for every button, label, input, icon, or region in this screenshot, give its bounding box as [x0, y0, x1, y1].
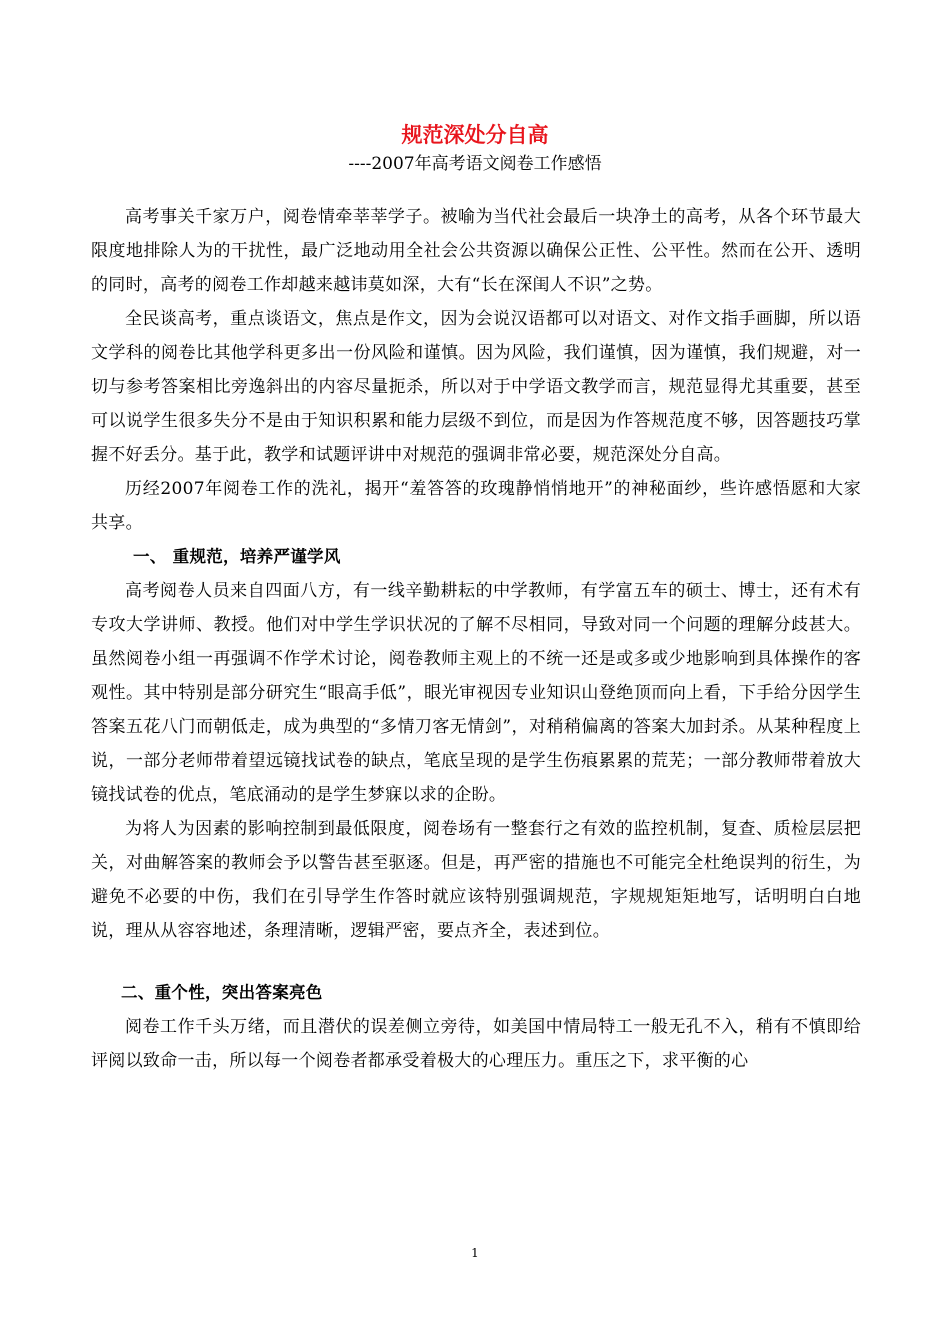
- document-body: [91, 200, 861, 1078]
- paragraph-intro-1: 高考事关千家万户，阅卷情牵莘莘学子。被喻为当代社会最后一块净土的高考，从各个环节最大限度地排除人为的干扰性，最广泛地动用全社会公共资源以确保公正性、公平性。然而在公开、透明的同时，高考的阅卷工作却越来越讳莫如深，大有“长在深闺人不识”之势。: [91, 207, 861, 295]
- section-heading-1: 一、 重规范，培养严谨学风: [133, 547, 341, 566]
- section-heading-2: 二、重个性，突出答案亮色: [121, 983, 323, 1002]
- paragraph-intro-3: 历经2007年阅卷工作的洗礼，揭开“羞答答的玫瑰静悄悄地开”的神秘面纱，些许感悟愿和大家共享。: [91, 479, 861, 533]
- section1-paragraph-2: 为将人为因素的影响控制到最低限度，阅卷场有一整套行之有效的监控机制，复查、质检层层把关，对曲解答案的教师会予以警告甚至驱逐。但是，再严密的措施也不可能完全杜绝误判的衍生，为避免不必要的中伤，我们在引导学生作答时就应该特别强调规范，字规规矩矩地写，话明明白白地说，理从从容容地述，条理清晰，逻辑严密，要点齐全，表述到位。: [91, 819, 861, 941]
- document-subtitle: ----2007年高考语文阅卷工作感悟: [348, 154, 602, 174]
- section1-paragraph-1: 高考阅卷人员来自四面八方，有一线辛勤耕耘的中学教师，有学富五车的硕士、博士，还有术有专攻大学讲师、教授。他们对中学生学识状况的了解不尽相同，导致对同一个问题的理解分歧甚大。虽然阅卷小组一再强调不作学术讨论，阅卷教师主观上的不统一还是或多或少地影响到具体操作的客观性。其中特别是部分研究生“眼高手低”，眼光审视因专业知识山登绝顶而向上看，下手给分因学生答案五花八门而朝低走，成为典型的“多情刀客无情剑”，对稍稍偏离的答案大加封杀。从某种程度上说，一部分老师带着望远镜找试卷的缺点，笔底呈现的是学生伤痕累累的荒芜；一部分教师带着放大镜找试卷的优点，笔底涌动的是学生梦寐以求的企盼。: [91, 581, 861, 805]
- page-number: 1: [471, 1246, 479, 1260]
- paragraph-intro-2: 全民谈高考，重点谈语文，焦点是作文，因为会说汉语都可以对语文、对作文指手画脚，所以语文学科的阅卷比其他学科更多出一份风险和谨慎。因为风险，我们谨慎，因为谨慎，我们规避，对一切与参考答案相比旁逸斜出的内容尽量扼杀，所以对于中学语文教学而言，规范显得尤其重要，甚至可以说学生很多失分不是由于知识积累和能力层级不到位，而是因为作答规范度不够，因答题技巧掌握不好丢分。基于此，教学和试题评讲中对规范的强调非常必要，规范深处分自高。: [91, 309, 861, 465]
- section2-paragraph-1: 阅卷工作千头万绪，而且潜伏的误差侧立旁待，如美国中情局特工一般无孔不入，稍有不慎即给评阅以致命一击，所以每一个阅卷者都承受着极大的心理压力。重压之下，求平衡的心: [91, 1017, 861, 1071]
- document-title: 规范深处分自高: [401, 123, 549, 147]
